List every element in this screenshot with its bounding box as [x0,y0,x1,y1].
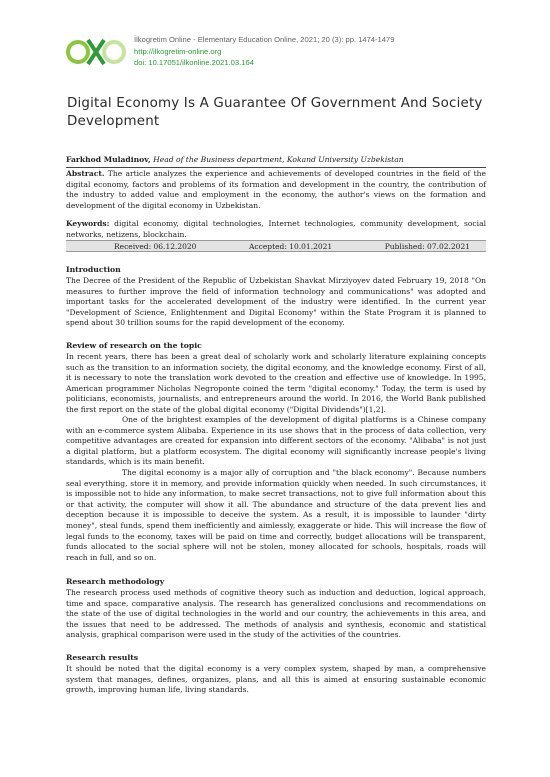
review-paragraph-2: One of the brightest examples of the development of digital platforms is a Chinese company with an e-commerce system Alibaba. Experience in its use shows that in the process of data collection, very competitive advantages are created for expansion into different sectors of the economy. "Alibaba" is not just a digital platform, but a platform ecosystem. The digital economy will significantly increase people's living standards, which is its main benefit. [66,415,486,467]
received-date: Received: 06.12.2020 [114,241,197,251]
review-heading: Review of research on the topic [66,341,202,350]
author-line [66,155,404,164]
author-affiliation: Head of the Business department, Kokand University Uzbekistan [153,155,404,164]
keywords [66,219,486,240]
journal-header [66,34,394,70]
journal-logo-icon [66,34,126,70]
abstract [66,169,486,211]
author-name: Farkhod Muladinov, [66,155,151,164]
review-paragraph-1: In recent years, there has been a great deal of scholarly work and scholarly literature explaining concepts such as the transition to an information society, the digital economy, and the knowledge economy. First of all, it is necessary to note the translation work devoted to the creation and effective use of knowledge. In 1995, American programmer Nicholas Negroponte coined the term "digital economy." Today, the term is used by politicians, economists, journalists, and entrepreneurs around the world. In 2016, the World Bank published the first report on the state of the global digital economy ("Digital Dividends")[1,2]. [66,352,486,414]
abstract-label: Abstract. [66,169,105,178]
journal-citation: İlkogretim Online - Elementary Education Online, 2021; 20 (3): pp. 1474-1479 [134,35,395,44]
introduction-paragraph: The Decree of the President of the Republic of Uzbekistan Shavkat Mirziyoyev dated February 19, 2018 "On measures to further improve the field of information technology and communications" was adopted and important tasks for the accelerated development of the industry were identified. In the current year "Development of Science, Enlightenment and Digital Economy" within the State Program it is planned to spend about 30 trillion soums for the rapid development of the economy. [66,276,486,328]
results-paragraph: It should be noted that the digital economy is a very complex system, shaped by man, a comprehensive system that manages, defines, organizes, plans, and all this is aimed at ensuring sustainable economic growth, improving human life, living standards. [66,664,486,695]
dates-bar [66,240,486,252]
doi-link[interactable]: doi: 10.17051/ilkonline.2021.03.164 [134,58,254,67]
journal-info [134,34,394,69]
abstract-text: The article analyzes the experience and achievements of developed countries in the field of the digital economy, factors and problems of its formation and development in the country, the contribution of the industry to added value and employment in the economy, the author's views on the formation and development of the digital economy in Uzbekistan. [66,169,486,210]
results-heading: Research results [66,653,139,662]
keywords-text: digital economy, digital technologies, Internet technologies, community development, social networks, netizens, blockchain. [66,219,486,239]
published-date: Published: 07.02.2021 [384,241,470,251]
methodology-paragraph: The research process used methods of cognitive theory such as induction and deduction, logical approach, time and space, comparative analysis. The research has generalized conclusions and recommendations on the state of the use of digital technologies in the world and our country, the achievements in this area, and the issues that need to be addressed. The methods of analysis and synthesis, economic and statistical analysis, graphical comparison were used in the study of the activities of the countries. [66,588,486,640]
accepted-date: Accepted: 10.01.2021 [249,241,333,251]
paper-title: Digital Economy Is A Guarantee Of Government And Society Development [67,96,483,129]
divider [66,167,486,168]
keywords-label: Keywords: [66,219,110,228]
methodology-heading: Research methodology [66,577,165,586]
journal-url-link[interactable]: http://ilkogretim-online.org [134,46,222,56]
introduction-heading: Introduction [66,265,121,274]
review-paragraph-3: The digital economy is a major ally of corruption and "the black economy". Because numbers seal everything, store it in memory, and provide information quickly when needed. In such circumstances, it is impossible not to hide any information, to make secret transactions, not to give full information about this or that activity, the computer will show it all. The abundance and structure of the data prevent lies and deception because it is impossible to deceive the system. As a result, it is impossible to launder "dirty money", steal funds, spend them inefficiently and aimlessly, exaggerate or hide. This will increase the flow of legal funds to the economy, taxes will be paid on time and correctly, budget allocations will be transparent, funds allocated to the social sphere will not be stolen, money allocated for schools, hospitals, roads will reach in full, and so on. [66,468,486,562]
